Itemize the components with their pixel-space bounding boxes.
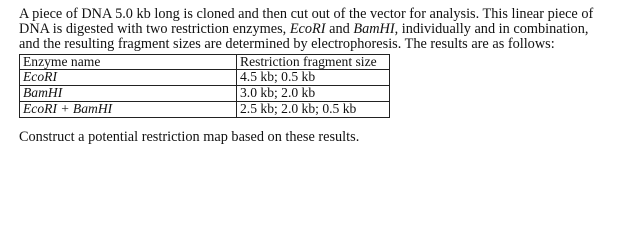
row-fragments: 2.5 kb; 2.0 kb; 0.5 kb: [237, 102, 390, 118]
row-fragments: 4.5 kb; 0.5 kb: [237, 70, 390, 86]
intro-text-1: A piece of DNA 5.0 kb long is cloned and then cut out of the vector for analysis. This linear piece of DNA is digested with two restriction enzymes,: [19, 6, 594, 38]
table-row: [20, 86, 390, 102]
header-enzyme-name: Enzyme name: [20, 54, 237, 70]
row-fragments: 3.0 kb; 2.0 kb: [237, 86, 390, 102]
table-row: [20, 102, 390, 118]
enzyme-name-ecori: EcoRI: [289, 21, 326, 38]
row-enzyme: BamHI: [20, 86, 237, 102]
table-row: [20, 70, 390, 86]
enzyme-name-bamhi: BamHI: [353, 21, 395, 38]
table-header-row: [20, 54, 390, 70]
row-enzyme: EcoRI + BamHI: [20, 102, 237, 118]
document-page: [19, 7, 609, 145]
intro-text-2: , individually and in combination, and the resulting fragment sizes are determined by electrophoresis. The results are as follows:: [19, 21, 589, 53]
problem-statement: [19, 7, 609, 53]
results-table: [19, 54, 390, 118]
intro-text-and: and: [325, 21, 354, 38]
row-enzyme: EcoRI: [20, 70, 237, 86]
header-fragment-size: Restriction fragment size: [237, 54, 390, 70]
question-prompt: Construct a potential restriction map based on these results.: [19, 128, 360, 145]
